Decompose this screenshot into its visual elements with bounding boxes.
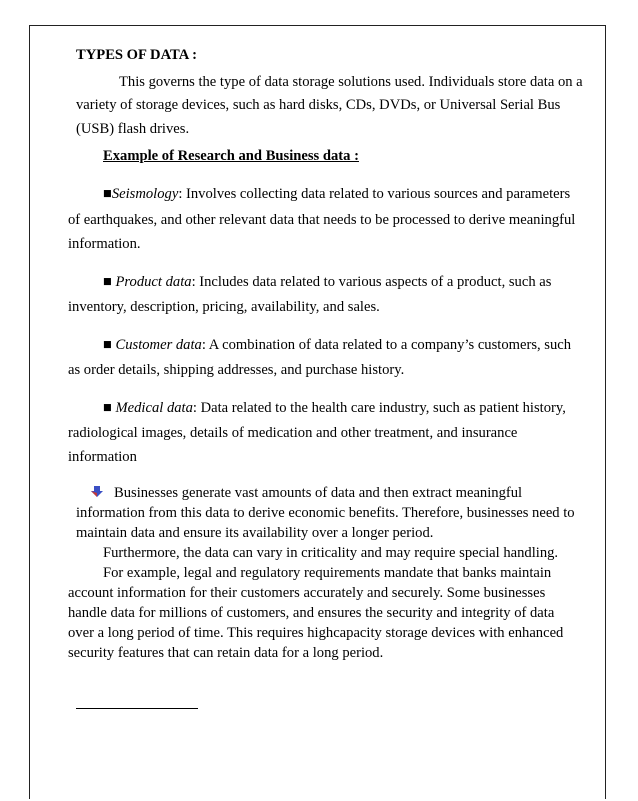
example-text: : Includes data related to various aspects of a product, such as bbox=[191, 274, 552, 290]
arrow-bullet-icon bbox=[90, 486, 104, 498]
example-seismology-line-2: of earthquakes, and other relevant data that needs to be processed to derive meaningful bbox=[68, 212, 576, 228]
example-term: Product data bbox=[115, 274, 192, 290]
section-title: TYPES OF DATA : bbox=[76, 47, 197, 63]
example-para-line-4: over a long period of time. This requires highcapacity storage devices with enhanced bbox=[68, 625, 564, 641]
business-line-1: Businesses generate vast amounts of data and then extract meaningful bbox=[90, 483, 522, 503]
example-customer bbox=[103, 334, 571, 357]
example-seismology bbox=[103, 183, 570, 206]
business-line-2: information from this data to derive economic benefits. Therefore, businesses need to bbox=[76, 505, 575, 521]
example-medical-line-3: information bbox=[68, 449, 137, 465]
business-line-3: maintain data and ensure its availability over a longer period. bbox=[76, 525, 434, 541]
example-customer-line-2: as order details, shipping addresses, and purchase history. bbox=[68, 362, 405, 378]
example-medical bbox=[103, 397, 566, 420]
example-para-line-1: For example, legal and regulatory requirements mandate that banks maintain bbox=[103, 565, 552, 581]
intro-line-2: variety of storage devices, such as hard disks, CDs, DVDs, or Universal Serial Bus bbox=[76, 97, 561, 113]
square-bullet-icon: ■ bbox=[103, 186, 112, 202]
example-para-line-2: account information for their customers accurately and securely. Some businesses bbox=[68, 585, 546, 601]
example-product-line-2: inventory, description, pricing, availability, and sales. bbox=[68, 299, 380, 315]
intro-line-3: (USB) flash drives. bbox=[76, 121, 190, 137]
examples-heading: Example of Research and Business data : bbox=[103, 148, 359, 164]
square-bullet-icon: ■ bbox=[103, 337, 112, 353]
example-term: Customer data bbox=[115, 337, 202, 353]
example-para-line-3: handle data for millions of customers, and ensures the security and integrity of data bbox=[68, 605, 555, 621]
furthermore-line: Furthermore, the data can vary in criticality and may require special handling. bbox=[103, 545, 559, 561]
intro-line-1: This governs the type of data storage solutions used. Individuals store data on a bbox=[119, 74, 583, 90]
footnote-separator bbox=[76, 708, 198, 709]
square-bullet-icon: ■ bbox=[103, 274, 112, 290]
example-term: Medical data bbox=[115, 400, 193, 416]
example-seismology-line-3: information. bbox=[68, 236, 141, 252]
example-text: : Involves collecting data related to various sources and parameters bbox=[178, 186, 571, 202]
example-text: : A combination of data related to a company’s customers, such bbox=[201, 337, 572, 353]
square-bullet-icon: ■ bbox=[103, 400, 112, 416]
example-term: Seismology bbox=[111, 186, 179, 202]
example-medical-line-2: radiological images, details of medication and other treatment, and insurance bbox=[68, 425, 518, 441]
example-product bbox=[103, 271, 551, 294]
example-para-line-5: security features that can retain data for a long period. bbox=[68, 645, 384, 661]
example-text: : Data related to the health care industry, such as patient history, bbox=[192, 400, 566, 416]
